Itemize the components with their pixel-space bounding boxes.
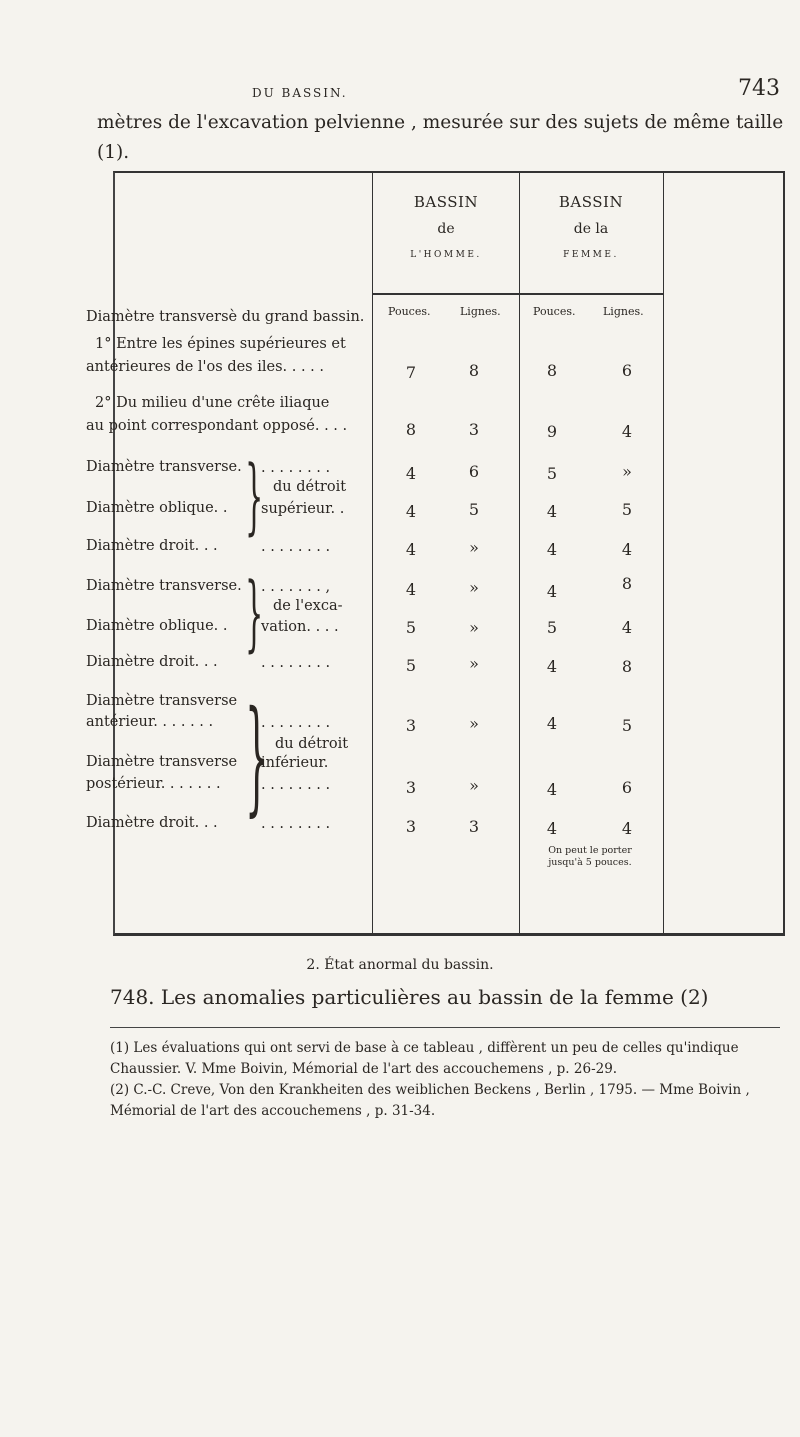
cell-r4-man-inches: 4 [405, 502, 417, 521]
cell-r7-man-inches: 5 [405, 618, 417, 637]
paragraph-748: 748. Les anomalies particulières au bassin de la femme (2) [110, 985, 709, 1009]
cell-r2-man-inches: 8 [405, 420, 417, 439]
cell-r10-man-lines: » [469, 776, 479, 795]
sup-dots-1: . . . . . . . . [261, 460, 331, 476]
cell-r9-man-lines: » [469, 714, 479, 733]
footnotes [110, 1038, 780, 1122]
cell-r2-woman-lines: 4 [621, 422, 633, 441]
header-rule-woman [519, 293, 663, 295]
header-man-line3: L'HOMME. [410, 249, 482, 260]
cell-r5-woman-inches: 4 [546, 540, 558, 559]
cell-r4-man-lines: 5 [468, 500, 480, 519]
cell-r5-woman-lines: 4 [621, 540, 633, 559]
inf-posterior-label-b: postérieur. . . . . . . [86, 776, 221, 792]
cell-r11-woman-inches: 4 [546, 819, 558, 838]
header-rule-man [372, 293, 519, 295]
cell-r4-woman-lines: 5 [621, 500, 633, 519]
sup-oblique-label: Diamètre oblique. . [86, 500, 228, 516]
measurements-table [86, 171, 785, 936]
cell-r7-woman-lines: 4 [621, 618, 633, 637]
cell-r7-woman-inches: 5 [546, 618, 558, 637]
inf-posterior-label-a: Diamètre transverse [86, 754, 238, 770]
exc-name-a: de l'exca- [273, 598, 343, 614]
exc-droit-label: Diamètre droit. . . [86, 654, 218, 670]
cell-r1-woman-lines: 6 [621, 361, 633, 380]
column-header-woman [519, 193, 663, 261]
column-header-man [373, 193, 519, 261]
inf-dots-3: . . . . . . . . [261, 816, 331, 832]
header-woman-line1: BASSIN [558, 193, 624, 211]
cell-r8-woman-lines: 8 [621, 657, 633, 676]
row1-label-a: 1° Entre les épines supérieures et [95, 336, 346, 352]
cell-r11-man-lines: 3 [468, 817, 480, 836]
cell-r8-man-lines: » [469, 654, 479, 673]
intro-text: mètres de l'excavation pelvienne , mesurée sur des sujets de même taille (1). [97, 112, 784, 163]
sup-droit-label: Diamètre droit. . . [86, 538, 218, 554]
cell-r3-man-lines: 6 [468, 462, 480, 481]
column-divider-man [372, 173, 373, 933]
inf-droit-label: Diamètre droit. . . [86, 815, 218, 831]
column-divider-woman [519, 173, 520, 933]
cell-r8-man-inches: 5 [405, 656, 417, 675]
sup-dots-3: . . . . . . . . [261, 539, 331, 555]
grand-bassin-title: Diamètre transversè du grand bassin. [86, 309, 365, 325]
cell-r3-man-inches: 4 [405, 464, 417, 483]
unit-man-inches: Pouces. [388, 305, 431, 318]
sup-name-a: du détroit [273, 479, 347, 495]
cell-r11-woman-lines: 4 [621, 819, 633, 838]
row2-label-b: au point correspondant opposé. . . . [86, 418, 348, 434]
cell-r1-woman-inches: 8 [546, 361, 558, 380]
cell-r1-man-lines: 8 [468, 361, 480, 380]
exc-name-b: vation. . . . [261, 619, 339, 635]
cell-r5-man-inches: 4 [405, 540, 417, 559]
row1-label-b: antérieures de l'os des iles. . . . . [86, 359, 325, 375]
cell-r9-woman-inches: 4 [546, 714, 558, 733]
table-note-line2: jusqu'à 5 pouces. [548, 857, 632, 868]
brace-excavation: } [245, 566, 264, 661]
footnote-1: (1) Les évaluations qui ont servi de base à ce tableau , diffèrent un peu de celles qu'indique Chaussier. V. Mme Boivin, Mémorial de l'art des accouchemens , p. 26-29. [110, 1040, 739, 1077]
table-note [525, 845, 655, 869]
inf-name-b: inférieur. [261, 755, 329, 771]
page-number: 743 [738, 76, 780, 101]
cell-r3-woman-lines: » [622, 462, 632, 481]
sup-name-b: supérieur. . [261, 501, 345, 517]
inf-transverse-label-a: Diamètre transverse [86, 693, 238, 709]
section-heading: 2. État anormal du bassin. [306, 957, 494, 973]
cell-r6-man-inches: 4 [405, 580, 417, 599]
header-woman-line2: de la [573, 221, 609, 237]
cell-r7-man-lines: » [469, 618, 479, 637]
exc-dots-1: . . . . . . . , [261, 579, 331, 595]
exc-transverse-label: Diamètre transverse. [86, 578, 242, 594]
unit-woman-inches: Pouces. [533, 305, 576, 318]
running-title: DU BASSIN. [252, 86, 348, 100]
cell-r2-woman-inches: 9 [546, 422, 558, 441]
cell-r10-woman-inches: 4 [546, 780, 558, 799]
exc-oblique-label: Diamètre oblique. . [86, 618, 228, 634]
cell-r6-man-lines: » [469, 578, 479, 597]
cell-r4-woman-inches: 4 [546, 502, 558, 521]
footnote-2: (2) C.-C. Creve, Von den Krankheiten des weiblichen Beckens , Berlin , 1795. — Mme Boivin , Mémorial de l'art des accouchemens , p. 31-34. [110, 1082, 750, 1119]
cell-r5-man-lines: » [469, 538, 479, 557]
inf-transverse-label-b: antérieur. . . . . . . [86, 714, 214, 730]
header-man-line1: BASSIN [413, 193, 479, 211]
column-divider-right [663, 173, 664, 933]
cell-r3-woman-inches: 5 [546, 464, 558, 483]
inf-name-a: du détroit [275, 736, 349, 752]
cell-r11-man-inches: 3 [405, 817, 417, 836]
table-note-line1: On peut le porter [548, 845, 632, 856]
row2-label-a: 2° Du milieu d'une crête iliaque [95, 395, 330, 411]
inf-dots-2: . . . . . . . . [261, 777, 331, 793]
cell-r6-woman-lines: 8 [621, 574, 633, 593]
cell-r10-woman-lines: 6 [621, 778, 633, 797]
footnote-rule [110, 1027, 780, 1028]
header-woman-line3: FEMME. [563, 249, 619, 260]
inf-dots-1: . . . . . . . . [261, 715, 331, 731]
brace-superieur: } [245, 449, 264, 544]
header-man-line2: de [437, 221, 455, 237]
sup-transverse-label: Diamètre transverse. [86, 459, 242, 475]
cell-r10-man-inches: 3 [405, 778, 417, 797]
cell-r2-man-lines: 3 [468, 420, 480, 439]
cell-r1-man-inches: 7 [405, 363, 417, 382]
brace-inferieur: } [245, 685, 269, 829]
unit-woman-lines: Lignes. [603, 305, 644, 318]
cell-r6-woman-inches: 4 [546, 582, 558, 601]
unit-man-lines: Lignes. [460, 305, 501, 318]
cell-r8-woman-inches: 4 [546, 657, 558, 676]
cell-r9-woman-lines: 5 [621, 716, 633, 735]
exc-dots-3: . . . . . . . . [261, 655, 331, 671]
cell-r9-man-inches: 3 [405, 716, 417, 735]
